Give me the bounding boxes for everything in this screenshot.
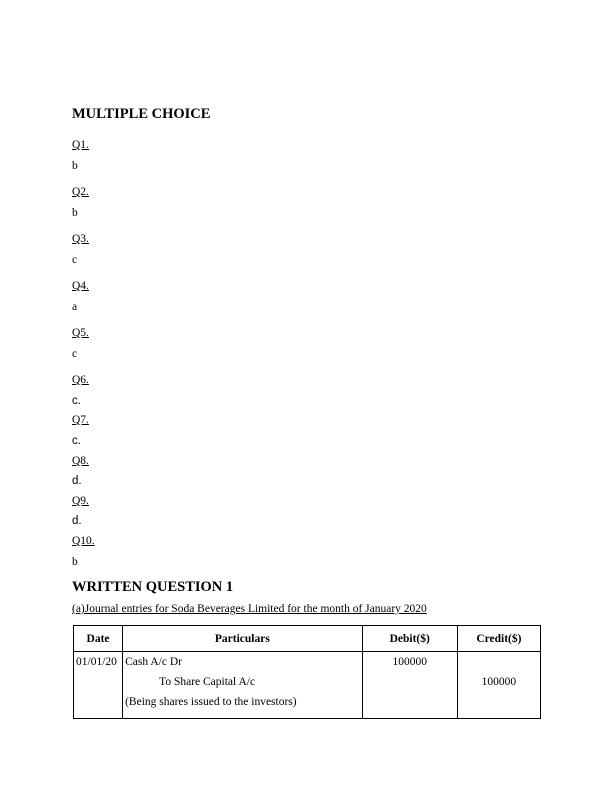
- question-label-q7: Q7.: [72, 414, 89, 426]
- multiple-choice-heading: MULTIPLE CHOICE: [72, 106, 211, 122]
- answer-q3: c: [72, 254, 78, 266]
- table-row: [74, 652, 541, 719]
- question-label-q8: Q8.: [72, 455, 89, 467]
- cell-debit: [362, 652, 457, 719]
- credit-amount: 100000: [481, 676, 517, 688]
- cell-date: [74, 652, 123, 719]
- answer-q5: c: [72, 348, 78, 360]
- question-label-q6: Q6.: [72, 374, 89, 386]
- answer-q6: c.: [72, 395, 81, 407]
- header-debit: Debit($): [362, 626, 457, 652]
- question-label-q2: Q2.: [72, 186, 89, 198]
- answer-q1: b: [72, 160, 78, 172]
- debit-amount: 100000: [392, 656, 427, 668]
- table-header-row: [74, 626, 541, 652]
- header-date: Date: [74, 626, 123, 652]
- answer-q9: d.: [72, 515, 82, 527]
- question-label-q9: Q9.: [72, 495, 89, 507]
- question-label-q10: Q10.: [72, 535, 95, 547]
- question-label-q4: Q4.: [72, 280, 89, 292]
- answer-q2: b: [72, 207, 78, 219]
- answer-q7: c.: [72, 435, 81, 447]
- answer-q8: d.: [72, 475, 82, 487]
- particulars-narration: (Being shares issued to the investors): [125, 696, 297, 708]
- cell-credit: [457, 652, 540, 719]
- entry-date: 01/01/20: [76, 656, 117, 668]
- written-question-heading: WRITTEN QUESTION 1: [72, 579, 234, 595]
- answer-q10: b: [72, 556, 78, 568]
- particulars-debit-account: Cash A/c Dr: [125, 656, 182, 668]
- question-label-q3: Q3.: [72, 233, 89, 245]
- cell-particulars: [123, 652, 363, 719]
- journal-table: [73, 625, 541, 719]
- question-label-q1: Q1.: [72, 139, 89, 151]
- journal-caption: (a)Journal entries for Soda Beverages Limited for the month of January 2020: [72, 603, 427, 615]
- question-label-q5: Q5.: [72, 327, 89, 339]
- particulars-credit-account: To Share Capital A/c: [159, 676, 256, 688]
- header-credit: Credit($): [457, 626, 540, 652]
- answer-q4: a: [72, 301, 78, 313]
- header-particulars: Particulars: [123, 626, 363, 652]
